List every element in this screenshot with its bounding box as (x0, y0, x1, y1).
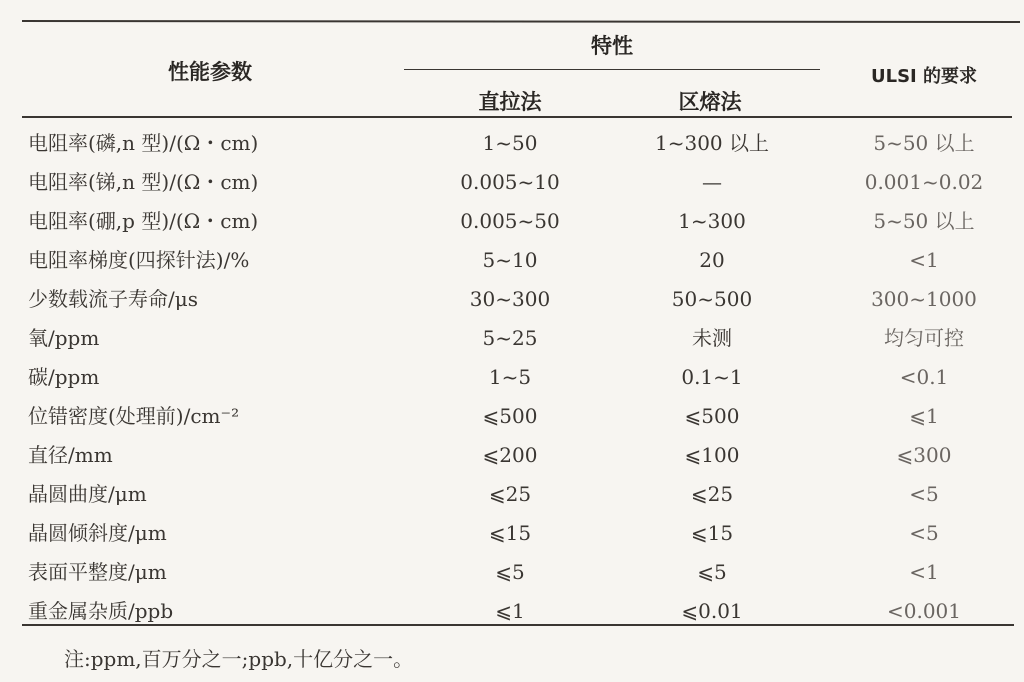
czochralski-cell: ⩽5 (495, 560, 525, 584)
param-cell: 电阻率(硼,p 型)/(Ω・cm) (28, 209, 259, 233)
czochralski-cell: 0.005~50 (460, 209, 560, 233)
float-zone-cell: — (702, 170, 722, 194)
ulsi-cell: 5~50 以上 (873, 209, 975, 233)
czochralski-cell: 1~5 (488, 365, 532, 389)
ulsi-cell: ⩽300 (896, 443, 952, 467)
float-zone-cell: ⩽100 (684, 443, 740, 467)
param-cell: 电阻率(磷,n 型)/(Ω・cm) (28, 131, 259, 155)
ulsi-cell: ⩽1 (909, 404, 939, 428)
float-zone-cell: ⩽5 (697, 560, 727, 584)
ulsi-cell: <0.001 (886, 599, 962, 623)
param-cell: 晶圆曲度/μm (28, 482, 147, 506)
table-row (0, 319, 1024, 357)
param-cell: 晶圆倾斜度/μm (28, 521, 167, 545)
table-row (0, 553, 1024, 591)
czochralski-cell: ⩽25 (488, 482, 532, 506)
param-cell: 直径/mm (28, 443, 113, 467)
float-zone-cell: 50~500 (671, 287, 753, 311)
czochralski-cell: 5~25 (482, 326, 538, 350)
table-row (0, 436, 1024, 474)
param-cell: 少数载流子寿命/μs (28, 287, 198, 311)
czochralski-cell: ⩽200 (482, 443, 538, 467)
float-zone-cell: ⩽25 (690, 482, 734, 506)
header-param: 性能参数 (168, 60, 252, 84)
float-zone-cell: 1~300 (678, 209, 746, 233)
float-zone-cell: ⩽500 (684, 404, 740, 428)
header-characteristics: 特性 (591, 34, 633, 58)
ulsi-cell: <5 (909, 482, 939, 506)
float-zone-cell: 20 (699, 248, 725, 272)
ulsi-cell: <5 (909, 521, 939, 545)
float-zone-cell: 未测 (692, 326, 732, 350)
ulsi-cell: <1 (909, 248, 939, 272)
czochralski-cell: ⩽1 (495, 599, 525, 623)
czochralski-cell: 0.005~10 (460, 170, 560, 194)
table-row (0, 592, 1024, 630)
param-cell: 位错密度(处理前)/cm⁻² (28, 404, 240, 428)
table-row (0, 280, 1024, 318)
table-row (0, 397, 1024, 435)
param-cell: 电阻率梯度(四探针法)/% (28, 248, 250, 272)
table-note: 注:ppm,百万分之一;ppb,十亿分之一。 (64, 647, 414, 671)
param-cell: 电阻率(锑,n 型)/(Ω・cm) (28, 170, 259, 194)
table-row (0, 202, 1024, 240)
ulsi-cell: 300~1000 (871, 287, 977, 311)
header-float-zone: 区熔法 (678, 90, 742, 114)
param-cell: 表面平整度/μm (28, 560, 167, 584)
float-zone-cell: 0.1~1 (681, 365, 743, 389)
header-czochralski: 直拉法 (478, 90, 542, 114)
param-cell: 碳/ppm (28, 365, 100, 389)
param-cell: 重金属杂质/ppb (28, 599, 174, 623)
table-row (0, 358, 1024, 396)
float-zone-cell: ⩽15 (690, 521, 734, 545)
table-row (0, 475, 1024, 513)
czochralski-cell: ⩽15 (488, 521, 532, 545)
czochralski-cell: 5~10 (482, 248, 538, 272)
ulsi-cell: 均匀可控 (884, 326, 964, 350)
ulsi-cell: <0.1 (899, 365, 949, 389)
float-zone-cell: 1~300 以上 (654, 131, 770, 155)
param-cell: 氧/ppm (28, 326, 100, 350)
ulsi-cell: 5~50 以上 (873, 131, 975, 155)
ulsi-cell: <1 (909, 560, 939, 584)
czochralski-cell: ⩽500 (482, 404, 538, 428)
table-row (0, 241, 1024, 279)
float-zone-cell: ⩽0.01 (681, 599, 743, 623)
table-row (0, 163, 1024, 201)
ulsi-cell: 0.001~0.02 (864, 170, 984, 194)
table-row (0, 514, 1024, 552)
header-ulsi: ULSI 的要求 (870, 66, 978, 87)
table-row (0, 124, 1024, 162)
czochralski-cell: 1~50 (482, 131, 538, 155)
czochralski-cell: 30~300 (469, 287, 551, 311)
